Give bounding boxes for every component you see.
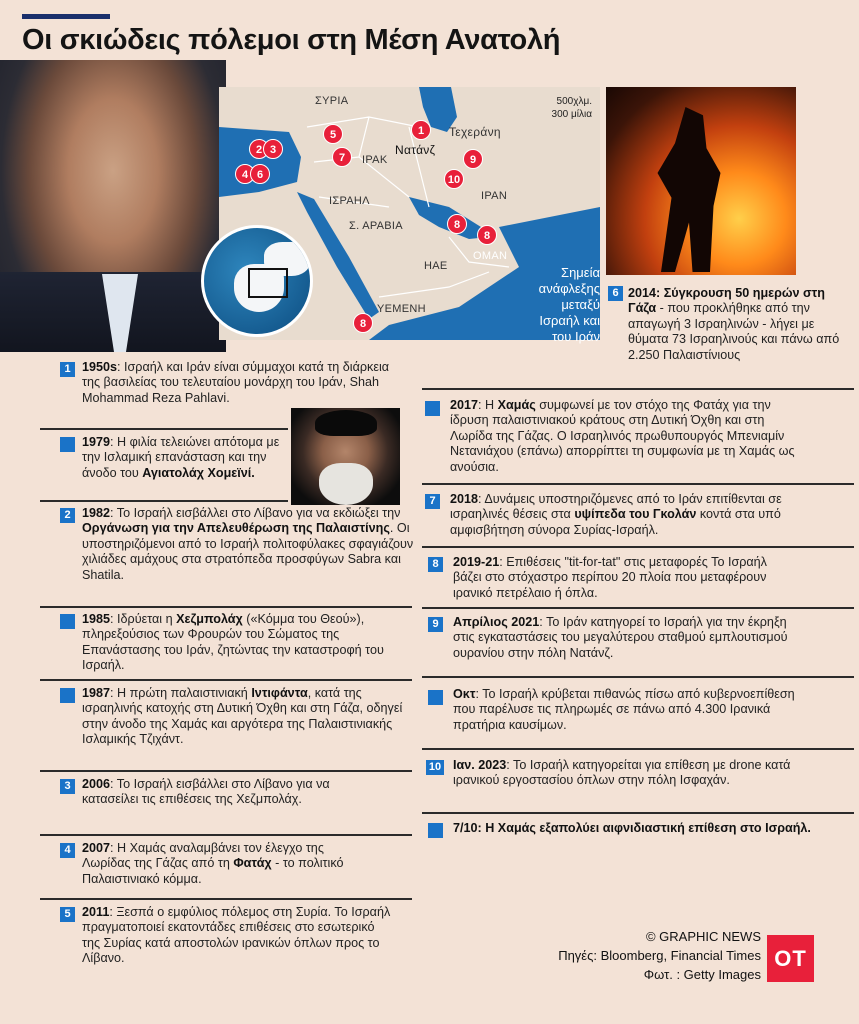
photo-turban (315, 410, 377, 436)
divider (40, 834, 412, 836)
divider (422, 812, 854, 814)
map-marker-6: 6 (250, 164, 270, 184)
credit-photos: Φωτ. : Getty Images (643, 967, 761, 982)
label-uae: ΗΑΕ (424, 260, 448, 272)
entry-year: 2006 (82, 777, 111, 791)
entry-year: 2007 (82, 841, 111, 855)
entry-2017 (450, 398, 802, 475)
soldier-fire-photo (606, 87, 796, 275)
netanyahu-photo (0, 60, 226, 352)
entry-year: 7/10: Η Χαμάς εξαπολύει αιφνιδιαστική επίθεση στο Ισραήλ. (453, 821, 811, 835)
entry-text: : Η πρώτη παλαιστινιακή (110, 686, 252, 700)
entry-year: 2011 (82, 905, 110, 919)
entry-1979 (82, 435, 282, 481)
khomeini-photo (291, 408, 400, 505)
credit-graphic-news: © GRAPHIC NEWS (645, 929, 761, 944)
entry-text: : Ιδρύεται η (110, 612, 177, 626)
label-israel: ΙΣΡΑΗΛ (329, 195, 370, 207)
map-scale (552, 95, 592, 121)
divider (40, 898, 412, 900)
credit-sources: Πηγές: Bloomberg, Financial Times (558, 948, 761, 963)
locator-globe (201, 225, 313, 337)
divider (422, 748, 854, 750)
badge-oct (428, 690, 443, 705)
divider (422, 676, 854, 678)
map-marker-2: 2 (249, 139, 269, 159)
label-iran: ΙΡΑΝ (481, 190, 508, 202)
entry-highlight: Οργάνωση για την Απελευθέρωση της Παλαιστίνης (82, 521, 390, 536)
label-syria: ΣΥΡΙΑ (315, 95, 349, 107)
entry-year: 1982 (82, 506, 111, 520)
credits (558, 927, 761, 984)
badge-1: 1 (60, 362, 75, 377)
entry-1982 (82, 506, 422, 583)
entry-2006 (82, 777, 352, 808)
badge-9: 9 (428, 617, 443, 632)
entry-year: 1987 (82, 686, 111, 700)
entry-text-2: («Κόμμα του Θεού»), πληρεξούσιος των Φρουρών του Σώματος της Επανάστασης του Ιράν, ζητώντας την καταστροφή του Ισραήλ. (82, 612, 384, 673)
divider (422, 546, 854, 548)
entry-text: : Το Ιράν κατηγορεί το Ισραήλ για την έκρηξη στις εγκαταστάσεις του μεγαλύτερου σταθμού εμπλουτισμού ουρανίου στην πόλη Νατάνζ. (453, 615, 788, 660)
entry-2019-21 (453, 555, 783, 601)
label-oman: ΟΜΑΝ (473, 250, 508, 262)
entry-year: 1979 (82, 435, 111, 449)
entry-2011 (82, 905, 392, 967)
map-marker-4: 4 (235, 164, 255, 184)
entry-text: - που προκλήθηκε από την απαγωγή 3 Ισραηλινών - λήγει με θύματα 73 Ισραηλινούς και πάνω από 2.250 Παλαιστίνιους (628, 301, 840, 362)
entry-april-2021 (453, 615, 809, 661)
scale-km: 500χλμ. (556, 96, 592, 107)
map-marker-1: 1 (411, 120, 431, 140)
label-natanz: Νατάνζ (395, 143, 436, 157)
badge-8: 8 (428, 557, 443, 572)
entry-text-2: , κατά της ισραηλινής κατοχής στη Δυτική Όχθη και στη Γάζα, οδηγεί στην άνοδο της Χαμάς και αργότερα της Παλαιστινιακής Ισλαμικής Τζιχάντ. (82, 686, 403, 747)
entry-year: Ιαν. 2023 (453, 758, 507, 772)
entry-2007 (82, 841, 362, 887)
label-tehran: Τεχεράνη (449, 125, 501, 139)
entry-text-2: κοντά στα υπό αμφισβήτηση σύνορα Συρίας-Ισραήλ. (450, 507, 781, 537)
map-marker-8a: 8 (447, 214, 467, 234)
entry-highlight: Φατάχ (233, 856, 272, 871)
entry-text: : Το Ισραήλ κρύβεται πιθανώς πίσω από κυβερνοεπίθεση που παρέλυσε τις πληρωμές σε πάνω από 4.300 Ιρανικά πρατήρια καυσίμων. (453, 687, 795, 732)
entry-text-2: . Οι υποστηριζόμενοι από το Ισραήλ πολιτοφύλακες σφαγιάζουν χιλιάδες αμάχους στα στρατόπεδα προσφύγων Sabra και Shatila. (82, 521, 414, 582)
entry-highlight: Ιντιφάντα (251, 686, 308, 700)
map-marker-5: 5 (323, 124, 343, 144)
badge-1985 (60, 614, 75, 629)
badge-7-10 (428, 823, 443, 838)
entry-year: Οκτ (453, 687, 476, 701)
entry-oct (453, 687, 805, 733)
badge-1979 (60, 437, 75, 452)
map-marker-10: 10 (444, 169, 464, 189)
badge-2: 2 (60, 508, 75, 523)
divider (40, 679, 412, 681)
entry-2018 (450, 492, 806, 538)
entry-text-2: συμφωνεί με τον στόχο της Φατάχ για την ίδρυση παλαιστινιακού κράτους στη Δυτική Όχθη και στη Λωρίδα της Γάζας. Ο Ισραηλινός πρωθυπουργός Μπενιαμίν Νετανιάχου (επάνω) απορρίπτει τη συμφωνία με τη Χαμάς ως ανούσια. (450, 398, 795, 474)
map-marker-9: 9 (463, 149, 483, 169)
entry-2014 (628, 286, 850, 363)
title-accent-bar (22, 14, 110, 19)
entry-text: : Ισραήλ και Ιράν είναι σύμμαχοι κατά τη διάρκεια της βασιλείας του τελευταίου μονάρχη του Ιράν, Shah Mohammad Reza Pahlavi. (82, 360, 390, 405)
label-saudi: Σ. ΑΡΑΒΙΑ (349, 220, 403, 232)
entry-text: : Ξεσπά ο εμφύλιος πόλεμος στη Συρία. Το Ισραήλ πραγματοποιεί εκατοντάδες επιθέσεις στο εσωτερικό της Συρίας κατά αποστολών ιρανικών όπλων προς το Λίβανο. (82, 905, 391, 966)
entry-1987 (82, 686, 422, 748)
entry-highlight: Αγιατολάχ Χομεϊνί. (142, 465, 255, 480)
entry-jan-2023 (453, 758, 803, 789)
entry-highlight: Χαμάς (497, 398, 536, 412)
entry-text: : Το Ισραήλ εισβάλλει στο Λίβανο για να κατασείλει τις επιθέσεις της Χεζμπολάχ. (82, 777, 330, 807)
entry-text: : Το Ισραήλ εισβάλλει στο Λίβανο για να εκδιώξει την (110, 506, 401, 520)
entry-text: : Η Χαμάς αναλαμβάνει τον έλεγχο της Λωρίδας της Γάζας από τη (82, 841, 324, 871)
map-marker-7: 7 (332, 147, 352, 167)
globe-highlight-box (248, 268, 288, 298)
map-marker-8b: 8 (477, 225, 497, 245)
entry-year: 2014: Σύγκρουση 50 ημερών στη Γάζα (628, 286, 825, 316)
entry-text: : Η (478, 398, 498, 412)
soldier-silhouette (654, 107, 724, 272)
label-yemen: ΥΕΜΕΝΗ (377, 303, 426, 315)
divider (40, 770, 412, 772)
divider (422, 388, 854, 390)
badge-4: 4 (60, 843, 75, 858)
entry-text: : Δυνάμεις υποστηριζόμενες από το Ιράν επιτίθενται σε ισραηλινές θέσεις στα (450, 492, 782, 522)
entry-highlight: υψίπεδα του Γκολάν (574, 507, 697, 522)
badge-3: 3 (60, 779, 75, 794)
scale-miles: 300 μίλια (551, 109, 592, 120)
entry-highlight: Χεζμπολάχ (176, 612, 243, 626)
divider (40, 428, 288, 430)
badge-6: 6 (608, 286, 623, 301)
entry-text: : Η φιλία τελειώνει απότομα με την Ισλαμική επανάσταση και την άνοδο του (82, 435, 280, 480)
page-title: Οι σκιώδεις πόλεμοι στη Μέση Ανατολή (22, 24, 561, 56)
divider (40, 500, 288, 502)
divider (422, 483, 854, 485)
label-iraq: ΙΡΑΚ (362, 154, 388, 166)
entry-year: 1950s (82, 360, 118, 374)
entry-1950s (82, 360, 402, 406)
divider (422, 607, 854, 609)
entry-year: 2019-21 (453, 555, 500, 569)
entry-1985 (82, 612, 412, 674)
entry-text: : Το Ισραήλ κατηγορείται για επίθεση με drone κατά ιρανικού εργοστασίου όπλων στην πόλη Ισφαχάν. (453, 758, 791, 788)
badge-10: 10 (426, 760, 444, 775)
badge-2017 (425, 401, 440, 416)
map-marker-8c: 8 (353, 313, 373, 333)
entry-7-10 (453, 821, 813, 836)
divider (40, 606, 412, 608)
badge-5: 5 (60, 907, 75, 922)
entry-year: 2018 (450, 492, 479, 506)
badge-1987 (60, 688, 75, 703)
entry-year: 1985 (82, 612, 111, 626)
map-caption: Σημεία ανάφλεξης μεταξύ Ισραήλ και του Ιράν (538, 265, 600, 344)
map-marker-3: 3 (263, 139, 283, 159)
entry-year: 2017 (450, 398, 479, 412)
entry-year: Απρίλιος 2021 (453, 615, 540, 629)
photo-beard (319, 463, 373, 505)
entry-text: : Επιθέσεις "tit-for-tat" στις μεταφορές Το Ισραήλ βάζει στο στόχαστρο περίπου 20 πλοία που μεταφέρουν ιρανικό πετρέλαιο ή όπλα. (453, 555, 767, 600)
badge-7: 7 (425, 494, 440, 509)
ot-logo: OT (767, 935, 814, 982)
entry-text-2: - το πολιτικό Παλαιστινιακό κόμμα. (82, 856, 344, 886)
